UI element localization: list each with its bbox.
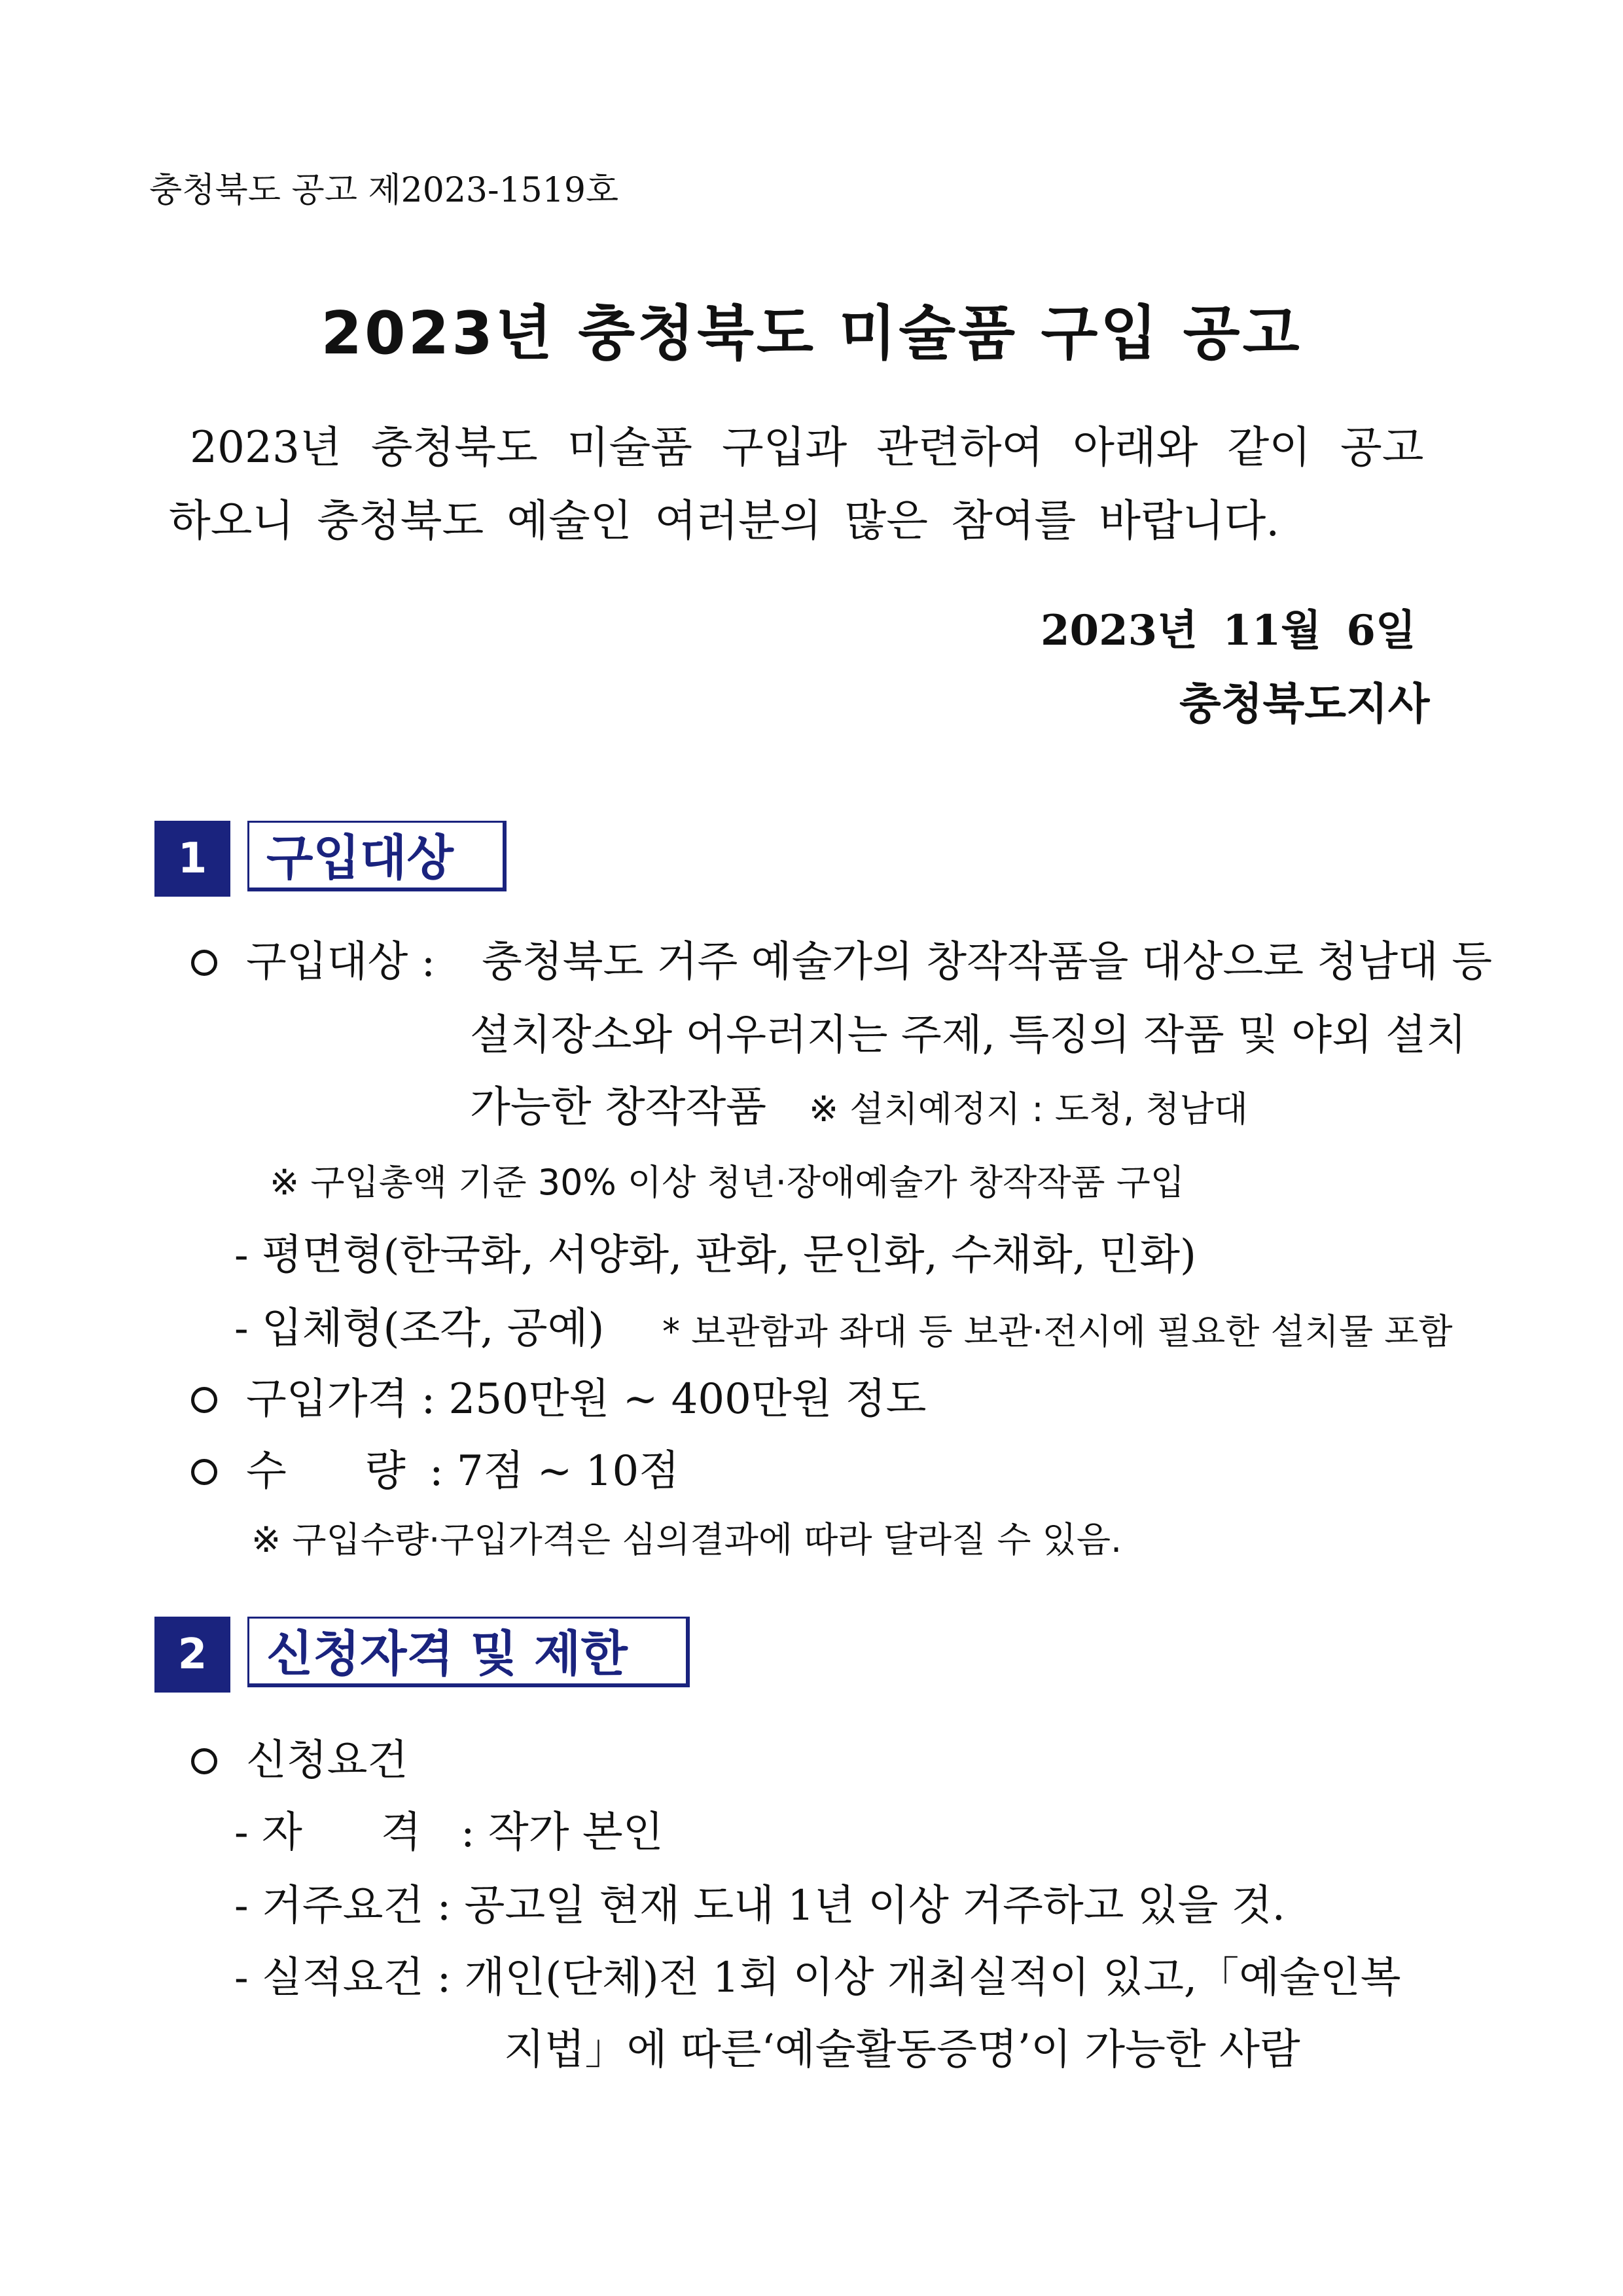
section-2-number: 2 xyxy=(154,1617,230,1693)
requirements-row xyxy=(191,1727,408,1787)
record-requirement-line-1: - 실적요건 : 개인(단체)전 1회 이상 개최실적이 있고,「예술인복 xyxy=(234,1954,1401,2002)
qualification-label-1: - 자 xyxy=(234,1808,302,1857)
page-title: 2023년 충청북도 미술품 구입 공고 xyxy=(321,299,1302,368)
target-line-1: 충청북도 거주 예술가의 창작작품을 대상으로 청남대 등 xyxy=(482,938,1493,986)
circle-bullet-icon xyxy=(191,1387,217,1413)
quantity-label-2: 량 xyxy=(365,1447,406,1496)
quantity-row xyxy=(191,1437,406,1498)
qualification-row xyxy=(234,1799,421,1859)
price-row xyxy=(191,1365,926,1426)
target-label: 구입대상 : xyxy=(246,938,436,986)
flat-type: - 평면형(한국화, 서양화, 판화, 문인화, 수채화, 민화) xyxy=(234,1231,1196,1280)
circle-bullet-icon xyxy=(191,1459,217,1485)
section-1-number: 1 xyxy=(154,821,230,897)
target-line-2: 설치장소와 어우러지는 주제, 특징의 작품 및 야외 설치 xyxy=(470,1011,1467,1060)
record-requirement-line-2: 지법」에 따른‘예술활동증명’이 가능한 사람 xyxy=(504,2026,1300,2074)
notice-date: 2023년 11월 6일 xyxy=(1041,606,1416,655)
target-line-3: 가능한 창작작품 xyxy=(470,1083,767,1132)
qualification-value: : 작가 본인 xyxy=(461,1808,664,1857)
youth-note: ※ 구입총액 기준 30% 이상 청년·장애예술가 창작작품 구입 xyxy=(270,1162,1185,1203)
qualification-label-2: 격 xyxy=(380,1808,421,1857)
solid-type: - 입체형(조각, 공예) xyxy=(234,1304,605,1353)
intro-line-2: 하오니 충청북도 예술인 여러분의 많은 참여를 바랍니다. xyxy=(169,495,1280,546)
requirements-heading: 신청요건 xyxy=(246,1736,408,1785)
quantity-note: ※ 구입수량·구입가격은 심의결과에 따라 달라질 수 있음. xyxy=(251,1519,1122,1560)
solid-note: * 보관함과 좌대 등 보관·전시에 필요한 설치물 포함 xyxy=(662,1311,1453,1352)
issuer: 충청북도지사 xyxy=(1179,678,1430,729)
section-2-title: 신청자격 및 제한 xyxy=(247,1617,690,1687)
install-note: ※ 설치예정지 : 도청, 청남대 xyxy=(809,1088,1248,1130)
target-row xyxy=(191,928,435,988)
residence-requirement: - 거주요건 : 공고일 현재 도내 1년 이상 거주하고 있을 것. xyxy=(234,1882,1285,1930)
quantity-value: : 7점 ~ 10점 xyxy=(429,1447,680,1496)
circle-bullet-icon xyxy=(191,950,217,976)
circle-bullet-icon xyxy=(191,1748,217,1774)
notice-number: 충청북도 공고 제2023-1519호 xyxy=(149,171,619,210)
intro-line-1: 2023년 충청북도 미술품 구입과 관련하여 아래와 같이 공고 xyxy=(190,422,1424,473)
quantity-label-1: 수 xyxy=(246,1447,287,1496)
section-1-title: 구입대상 xyxy=(247,821,507,891)
price-text: 구입가격 : 250만원 ~ 400만원 정도 xyxy=(246,1375,927,1424)
